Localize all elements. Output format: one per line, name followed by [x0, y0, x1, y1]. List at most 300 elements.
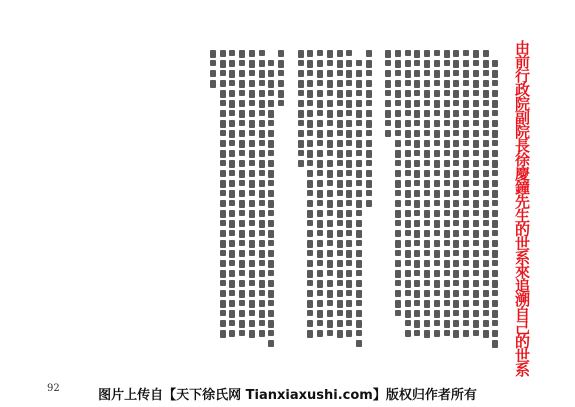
- text-column: [422, 50, 432, 340]
- glyph-stroke: [434, 230, 440, 236]
- glyph-stroke: [395, 60, 401, 68]
- glyph-stroke: [414, 300, 420, 306]
- glyph-stroke: [327, 230, 333, 238]
- glyph-stroke: [307, 110, 313, 117]
- glyph-stroke: [483, 210, 489, 218]
- glyph-stroke: [268, 340, 274, 347]
- glyph-stroke: [268, 230, 274, 238]
- glyph-stroke: [483, 320, 489, 327]
- glyph-stroke: [278, 70, 284, 76]
- glyph-stroke: [444, 240, 450, 246]
- glyph-stroke: [220, 160, 226, 166]
- glyph-stroke: [453, 290, 459, 297]
- glyph-stroke: [453, 310, 459, 316]
- glyph-stroke: [492, 60, 498, 67]
- glyph-stroke: [483, 70, 489, 76]
- glyph-stroke: [434, 140, 440, 146]
- glyph-stroke: [239, 140, 245, 148]
- text-column: [442, 50, 452, 340]
- glyph-stroke: [395, 170, 401, 177]
- glyph-stroke: [434, 240, 440, 247]
- glyph-stroke: [434, 60, 440, 67]
- glyph-stroke: [492, 70, 498, 78]
- glyph-stroke: [356, 180, 362, 186]
- glyph-stroke: [317, 230, 323, 236]
- glyph-stroke: [346, 90, 352, 97]
- glyph-stroke: [268, 280, 274, 287]
- glyph-stroke: [317, 70, 323, 78]
- glyph-stroke: [220, 50, 226, 57]
- glyph-stroke: [220, 220, 226, 226]
- glyph-stroke: [424, 150, 430, 158]
- glyph-stroke: [444, 210, 450, 216]
- glyph-stroke: [444, 200, 450, 208]
- glyph-stroke: [444, 260, 450, 268]
- glyph-stroke: [483, 100, 489, 106]
- glyph-stroke: [239, 260, 245, 268]
- glyph-stroke: [229, 90, 235, 97]
- glyph-stroke: [405, 80, 411, 86]
- glyph-stroke: [249, 140, 255, 147]
- glyph-stroke: [473, 110, 479, 118]
- glyph-stroke: [483, 300, 489, 308]
- glyph-stroke: [473, 310, 479, 317]
- glyph-stroke: [327, 290, 333, 298]
- glyph-stroke: [327, 140, 333, 148]
- glyph-stroke: [229, 260, 235, 266]
- glyph-stroke: [249, 290, 255, 297]
- glyph-stroke: [492, 150, 498, 157]
- glyph-stroke: [220, 150, 226, 158]
- glyph-stroke: [268, 60, 274, 66]
- glyph-stroke: [395, 130, 401, 136]
- glyph-stroke: [259, 150, 265, 157]
- glyph-stroke: [259, 220, 265, 228]
- glyph-stroke: [356, 280, 362, 287]
- glyph-stroke: [307, 80, 313, 87]
- glyph-stroke: [434, 120, 440, 127]
- glyph-stroke: [453, 180, 459, 188]
- glyph-stroke: [249, 200, 255, 207]
- glyph-stroke: [414, 220, 420, 227]
- glyph-stroke: [249, 70, 255, 76]
- glyph-stroke: [317, 310, 323, 318]
- glyph-stroke: [278, 100, 284, 106]
- glyph-stroke: [434, 290, 440, 296]
- text-column: [393, 50, 403, 340]
- glyph-stroke: [337, 320, 343, 327]
- glyph-stroke: [463, 120, 469, 127]
- glyph-stroke: [385, 100, 391, 107]
- glyph-stroke: [444, 110, 450, 118]
- glyph-stroke: [327, 210, 333, 216]
- glyph-stroke: [239, 110, 245, 118]
- glyph-stroke: [268, 250, 274, 257]
- glyph-stroke: [366, 140, 372, 147]
- glyph-stroke: [259, 130, 265, 138]
- glyph-stroke: [356, 210, 362, 216]
- glyph-stroke: [434, 180, 440, 187]
- text-column: [354, 50, 364, 340]
- glyph-stroke: [317, 300, 323, 307]
- glyph-stroke: [395, 160, 401, 166]
- glyph-stroke: [414, 200, 420, 208]
- glyph-stroke: [327, 80, 333, 88]
- glyph-stroke: [492, 110, 498, 116]
- glyph-stroke: [473, 260, 479, 268]
- glyph-stroke: [259, 210, 265, 217]
- glyph-stroke: [249, 110, 255, 117]
- glyph-stroke: [249, 240, 255, 248]
- glyph-stroke: [229, 210, 235, 217]
- glyph-stroke: [317, 150, 323, 157]
- glyph-stroke: [385, 50, 391, 58]
- glyph-stroke: [268, 130, 274, 137]
- glyph-stroke: [239, 90, 245, 96]
- glyph-stroke: [434, 110, 440, 116]
- glyph-stroke: [483, 120, 489, 128]
- glyph-stroke: [278, 60, 284, 68]
- glyph-stroke: [268, 210, 274, 216]
- glyph-stroke: [317, 260, 323, 266]
- glyph-stroke: [424, 230, 430, 237]
- glyph-stroke: [220, 80, 226, 87]
- glyph-stroke: [249, 180, 255, 188]
- glyph-stroke: [298, 130, 304, 137]
- glyph-stroke: [463, 230, 469, 236]
- glyph-stroke: [483, 180, 489, 188]
- glyph-stroke: [229, 70, 235, 78]
- glyph-stroke: [337, 180, 343, 188]
- glyph-stroke: [434, 330, 440, 337]
- glyph-stroke: [259, 50, 265, 56]
- glyph-stroke: [346, 320, 352, 326]
- glyph-stroke: [414, 150, 420, 156]
- glyph-stroke: [414, 330, 420, 336]
- glyph-stroke: [405, 50, 411, 56]
- glyph-stroke: [453, 270, 459, 278]
- glyph-stroke: [405, 230, 411, 236]
- glyph-stroke: [239, 60, 245, 66]
- glyph-stroke: [249, 160, 255, 166]
- glyph-stroke: [220, 130, 226, 136]
- glyph-stroke: [492, 220, 498, 228]
- glyph-stroke: [278, 80, 284, 87]
- glyph-stroke: [239, 240, 245, 246]
- glyph-stroke: [346, 190, 352, 198]
- glyph-stroke: [366, 160, 372, 166]
- glyph-stroke: [405, 320, 411, 326]
- glyph-stroke: [473, 100, 479, 107]
- glyph-stroke: [492, 320, 498, 326]
- glyph-stroke: [473, 330, 479, 336]
- glyph-stroke: [385, 60, 391, 66]
- glyph-stroke: [483, 160, 489, 166]
- glyph-stroke: [317, 330, 323, 337]
- glyph-stroke: [434, 100, 440, 108]
- text-column: [432, 50, 442, 340]
- glyph-stroke: [327, 110, 333, 118]
- glyph-stroke: [229, 50, 235, 56]
- glyph-stroke: [424, 60, 430, 68]
- glyph-stroke: [483, 190, 489, 196]
- glyph-stroke: [327, 220, 333, 227]
- glyph-stroke: [366, 130, 372, 136]
- glyph-stroke: [424, 120, 430, 128]
- glyph-stroke: [492, 340, 498, 348]
- glyph-stroke: [405, 300, 411, 307]
- glyph-stroke: [473, 320, 479, 328]
- glyph-stroke: [463, 220, 469, 228]
- glyph-stroke: [453, 110, 459, 117]
- glyph-stroke: [405, 310, 411, 318]
- glyph-stroke: [317, 180, 323, 187]
- glyph-stroke: [473, 70, 479, 77]
- text-column: [325, 50, 335, 340]
- glyph-stroke: [327, 70, 333, 77]
- glyph-stroke: [395, 210, 401, 218]
- glyph-stroke: [414, 190, 420, 197]
- glyph-stroke: [229, 60, 235, 67]
- glyph-stroke: [405, 120, 411, 127]
- glyph-stroke: [492, 170, 498, 176]
- glyph-stroke: [444, 290, 450, 298]
- glyph-stroke: [239, 130, 245, 137]
- glyph-stroke: [444, 150, 450, 156]
- glyph-stroke: [298, 80, 304, 88]
- glyph-stroke: [239, 250, 245, 257]
- glyph-stroke: [346, 310, 352, 318]
- glyph-stroke: [327, 150, 333, 156]
- glyph-stroke: [346, 300, 352, 307]
- glyph-stroke: [268, 80, 274, 88]
- glyph-stroke: [317, 160, 323, 168]
- glyph-stroke: [463, 60, 469, 67]
- glyph-stroke: [337, 280, 343, 286]
- text-column: [208, 50, 218, 340]
- glyph-stroke: [395, 180, 401, 188]
- glyph-stroke: [405, 170, 411, 176]
- glyph-stroke: [434, 270, 440, 277]
- glyph-stroke: [405, 140, 411, 146]
- glyph-stroke: [249, 280, 255, 286]
- glyph-stroke: [434, 90, 440, 97]
- glyph-stroke: [307, 120, 313, 128]
- glyph-stroke: [366, 150, 372, 158]
- glyph-stroke: [229, 170, 235, 176]
- glyph-stroke: [453, 240, 459, 248]
- glyph-stroke: [366, 180, 372, 188]
- glyph-stroke: [424, 290, 430, 297]
- glyph-stroke: [414, 140, 420, 148]
- glyph-stroke: [424, 250, 430, 256]
- glyph-stroke: [268, 240, 274, 246]
- glyph-stroke: [356, 270, 362, 276]
- glyph-stroke: [356, 120, 362, 126]
- text-column: [227, 50, 237, 340]
- glyph-stroke: [239, 330, 245, 336]
- glyph-stroke: [492, 80, 498, 86]
- glyph-stroke: [210, 80, 216, 88]
- glyph-stroke: [220, 270, 226, 278]
- glyph-stroke: [307, 310, 313, 316]
- glyph-stroke: [366, 100, 372, 106]
- glyph-stroke: [444, 160, 450, 167]
- glyph-stroke: [395, 150, 401, 158]
- glyph-stroke: [317, 250, 323, 258]
- glyph-stroke: [473, 140, 479, 148]
- glyph-stroke: [463, 170, 469, 176]
- glyph-stroke: [307, 170, 313, 177]
- glyph-stroke: [356, 340, 362, 347]
- glyph-stroke: [239, 160, 245, 167]
- text-column: [296, 50, 306, 340]
- glyph-stroke: [405, 250, 411, 258]
- glyph-stroke: [356, 100, 362, 107]
- glyph-stroke: [356, 230, 362, 238]
- glyph-stroke: [492, 270, 498, 277]
- glyph-stroke: [483, 240, 489, 248]
- glyph-stroke: [483, 280, 489, 286]
- glyph-stroke: [405, 70, 411, 78]
- glyph-stroke: [249, 50, 255, 57]
- glyph-stroke: [424, 80, 430, 87]
- text-column: [237, 50, 247, 340]
- glyph-stroke: [395, 80, 401, 87]
- glyph-stroke: [473, 200, 479, 208]
- glyph-stroke: [356, 130, 362, 137]
- text-column: [481, 50, 491, 340]
- glyph-stroke: [268, 260, 274, 268]
- glyph-stroke: [405, 190, 411, 198]
- glyph-stroke: [268, 310, 274, 317]
- glyph-stroke: [298, 140, 304, 148]
- glyph-stroke: [473, 90, 479, 96]
- glyph-stroke: [473, 240, 479, 246]
- glyph-stroke: [424, 220, 430, 226]
- glyph-stroke: [356, 60, 362, 66]
- glyph-stroke: [346, 240, 352, 247]
- glyph-stroke: [473, 120, 479, 126]
- glyph-stroke: [453, 130, 459, 136]
- glyph-stroke: [473, 60, 479, 66]
- glyph-stroke: [259, 310, 265, 318]
- glyph-stroke: [327, 310, 333, 317]
- glyph-stroke: [492, 100, 498, 108]
- glyph-stroke: [395, 220, 401, 226]
- glyph-stroke: [414, 60, 420, 66]
- glyph-stroke: [463, 250, 469, 258]
- glyph-stroke: [317, 90, 323, 97]
- text-column: [266, 50, 276, 340]
- glyph-stroke: [356, 300, 362, 306]
- glyph-stroke: [337, 300, 343, 308]
- glyph-stroke: [463, 290, 469, 296]
- glyph-stroke: [239, 80, 245, 88]
- glyph-stroke: [220, 200, 226, 207]
- glyph-stroke: [337, 60, 343, 68]
- glyph-stroke: [492, 90, 498, 97]
- glyph-stroke: [395, 300, 401, 308]
- glyph-stroke: [414, 270, 420, 276]
- glyph-stroke: [473, 80, 479, 88]
- glyph-stroke: [307, 290, 313, 297]
- glyph-stroke: [405, 90, 411, 97]
- glyph-stroke: [327, 190, 333, 197]
- glyph-stroke: [356, 220, 362, 227]
- glyph-stroke: [346, 70, 352, 78]
- glyph-stroke: [434, 150, 440, 157]
- glyph-stroke: [337, 70, 343, 76]
- glyph-stroke: [444, 180, 450, 186]
- glyph-stroke: [220, 240, 226, 248]
- glyph-stroke: [249, 150, 255, 158]
- glyph-stroke: [239, 190, 245, 197]
- glyph-stroke: [317, 290, 323, 296]
- glyph-stroke: [395, 200, 401, 207]
- glyph-stroke: [327, 240, 333, 246]
- glyph-stroke: [337, 170, 343, 177]
- glyph-stroke: [453, 100, 459, 106]
- glyph-stroke: [453, 320, 459, 327]
- glyph-stroke: [239, 320, 245, 328]
- glyph-stroke: [249, 330, 255, 338]
- glyph-stroke: [317, 200, 323, 206]
- glyph-stroke: [327, 320, 333, 328]
- glyph-stroke: [220, 210, 226, 218]
- glyph-stroke: [229, 230, 235, 236]
- glyph-stroke: [453, 250, 459, 256]
- glyph-stroke: [473, 50, 479, 58]
- glyph-stroke: [278, 90, 284, 98]
- glyph-stroke: [405, 290, 411, 296]
- glyph-stroke: [463, 190, 469, 198]
- glyph-stroke: [337, 200, 343, 207]
- glyph-stroke: [405, 260, 411, 266]
- glyph-stroke: [444, 140, 450, 148]
- glyph-stroke: [395, 310, 401, 316]
- glyph-stroke: [239, 170, 245, 178]
- glyph-stroke: [327, 130, 333, 137]
- glyph-stroke: [298, 90, 304, 96]
- glyph-stroke: [414, 320, 420, 328]
- glyph-stroke: [229, 150, 235, 157]
- glyph-stroke: [434, 210, 440, 217]
- glyph-stroke: [327, 50, 333, 58]
- glyph-stroke: [229, 100, 235, 108]
- glyph-stroke: [229, 180, 235, 187]
- glyph-stroke: [385, 90, 391, 96]
- glyph-stroke: [239, 230, 245, 238]
- glyph-stroke: [453, 50, 459, 57]
- glyph-stroke: [424, 50, 430, 57]
- glyph-stroke: [356, 290, 362, 298]
- glyph-stroke: [434, 50, 440, 56]
- glyph-stroke: [337, 140, 343, 147]
- text-column: [257, 50, 267, 340]
- glyph-stroke: [395, 280, 401, 286]
- text-column: [364, 50, 374, 340]
- glyph-stroke: [414, 170, 420, 178]
- glyph-stroke: [259, 300, 265, 307]
- glyph-stroke: [249, 300, 255, 308]
- glyph-stroke: [259, 120, 265, 127]
- glyph-stroke: [424, 110, 430, 117]
- glyph-stroke: [444, 70, 450, 77]
- glyph-stroke: [259, 290, 265, 296]
- glyph-stroke: [492, 330, 498, 337]
- glyph-stroke: [268, 200, 274, 208]
